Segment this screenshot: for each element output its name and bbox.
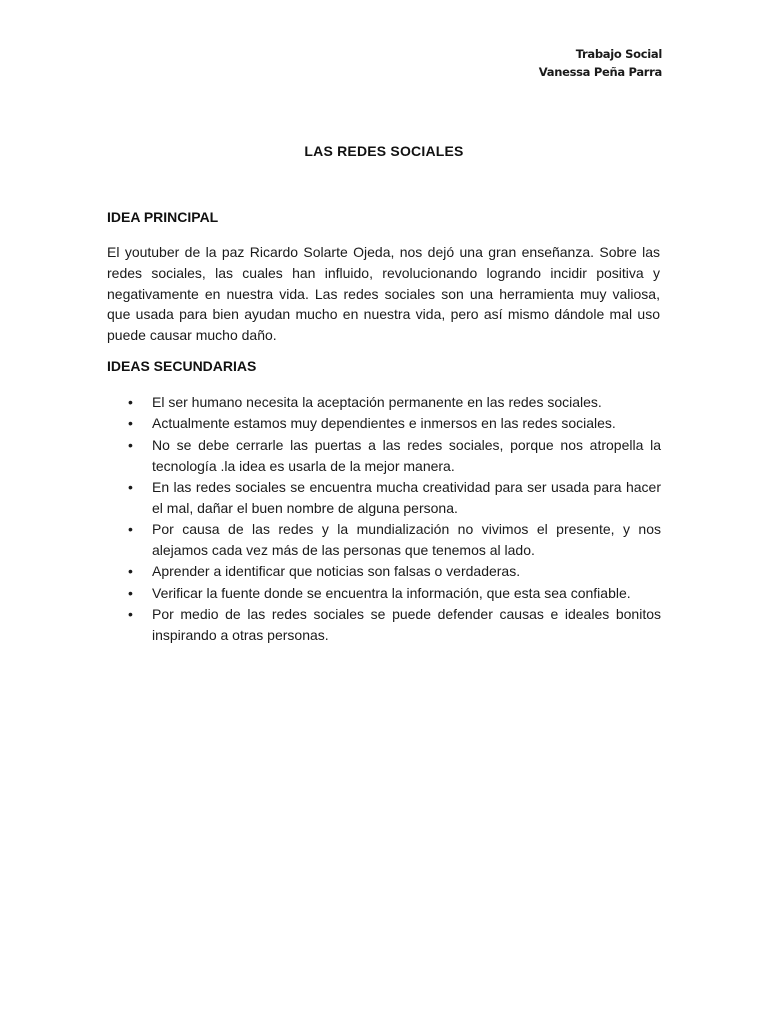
list-item-text: Por medio de las redes sociales se puede defender causas e ideales bonitos inspirando a otras personas.: [152, 606, 661, 643]
list-item: [107, 583, 661, 604]
list-item-text: Actualmente estamos muy dependientes e inmersos en las redes sociales.: [152, 415, 616, 432]
list-item-text: Por causa de las redes y la mundialización no vivimos el presente, y nos alejamos cada vez más de las personas que tenemos al lado.: [152, 521, 661, 558]
bullet-icon: •: [128, 394, 133, 410]
bullet-icon: •: [128, 606, 133, 623]
bullet-icon: •: [128, 563, 133, 580]
bullet-icon: •: [128, 478, 133, 495]
list-item: [107, 413, 661, 434]
idea-principal-paragraph: El youtuber de la paz Ricardo Solarte Ojeda, nos dejó una gran enseñanza. Sobre las redes sociales, las cuales han influido, revolucionando logrando incidir positiva y negativamente en nuestra vida. Las redes sociales son una herramienta muy valiosa, que usada para bien ayudan mucho en nuestra vida, pero así mismo dándole mal uso puede causar mucho daño.: [107, 244, 660, 344]
list-item: [107, 561, 661, 582]
idea-principal-heading: IDEA PRINCIPAL: [107, 209, 219, 225]
list-item: [107, 477, 661, 519]
list-item-text: Verificar la fuente donde se encuentra la información, que esta sea confiable.: [152, 584, 631, 601]
bullet-icon: •: [128, 415, 133, 432]
list-item-text: El ser humano necesita la aceptación permanente en las redes sociales.: [152, 394, 602, 410]
bullet-icon: •: [128, 521, 133, 538]
list-item-text: Aprender a identificar que noticias son falsas o verdaderas.: [152, 563, 521, 580]
document-title: LAS REDES SOCIALES: [304, 143, 464, 159]
bullet-icon: •: [128, 436, 133, 453]
list-item: [107, 604, 661, 646]
list-item: [107, 435, 661, 477]
list-item-text: En las redes sociales se encuentra mucha creatividad para ser usada para hacer el mal, dañar el buen nombre de alguna persona.: [152, 478, 661, 516]
list-item: [107, 519, 661, 561]
document-header: [539, 45, 662, 81]
list-item-text: No se debe cerrarle las puertas a las redes sociales, porque nos atropella la tecnología .la idea es usarla de la mejor manera.: [152, 436, 661, 474]
header-course: Trabajo Social: [575, 47, 662, 61]
header-author: Vanessa Peña Parra: [538, 65, 662, 79]
ideas-secundarias-heading: IDEAS SECUNDARIAS: [107, 358, 257, 374]
ideas-secundarias-list: [107, 392, 661, 646]
bullet-icon: •: [128, 584, 133, 601]
list-item: [107, 392, 661, 413]
